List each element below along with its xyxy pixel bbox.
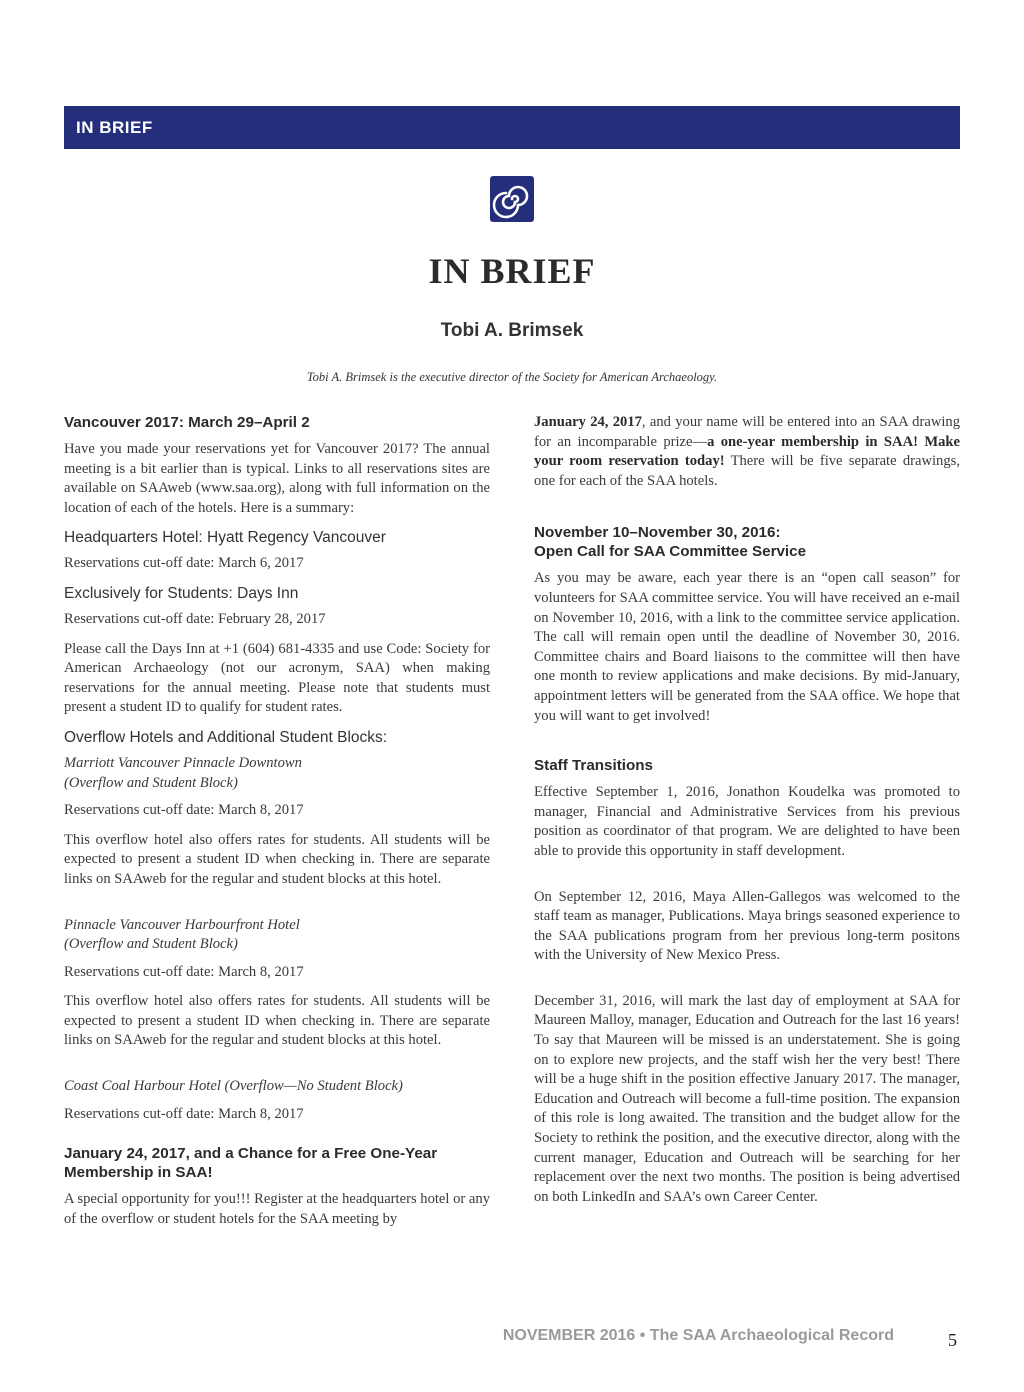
staff-p3: December 31, 2016, will mark the last day of employment at SAA for Maureen Malloy, manager, Education and Outreach for the last 16 years! To say that Maureen will be missed is an understatement. She is going on to explore new projects, and the staff wish her the very best! There will be a huge shift in the position effective January 2017. The manager, Education and Outreach will become a full-time position. The expansion of this role is long awaited. The transition and the budget allow for the Society to rethink the position, and the executive director, along with the current manager, Education and Outreach will be searching for her replacement over the next two months. The position is being advertised on both LinkedIn and SAA’s own Career Center. [534,992,960,1205]
issue-footer: NOVEMBER 2016 • The SAA Archaeological Record [502,1327,894,1344]
left-column [64,413,490,1229]
pinnacle-text: This overflow hotel also offers rates for students. All students will be expected to present a student ID when checking in. There are separate links on SAAweb for the regular and student blocks at this hotel. [64,993,490,1049]
membership-text-3: There will be five separate drawings, one for each of the SAA hotels. [534,453,960,489]
pinnacle-note: (Overflow and Student Block) [64,936,238,953]
vancouver-heading: Vancouver 2017: March 29–April 2 [64,414,310,431]
committee-heading-line1: November 10–November 30, 2016: [534,524,781,542]
membership-heading: January 24, 2017, and a Chance for a Free One-Year Membership in SAA! [64,1145,438,1182]
page-title: IN BRIEF [428,251,596,291]
membership-text-1: A special opportunity for you!!! Register at the headquarters hotel or any of the overflow or student hotels for the SAA meeting by [64,1191,490,1227]
students-cutoff: Reservations cut-off date: February 28, 2017 [64,610,326,627]
staff-p1: Effective September 1, 2016, Jonathon Koudelka was promoted to manager, Financial and Administrative Services from his previous position as coordinator of that program. We are delighted to have been able to provide this opportunity in staff development. [534,784,960,859]
marriott-name: Marriott Vancouver Pinnacle Downtown [64,754,302,771]
marriott-cutoff: Reservations cut-off date: March 8, 2017 [64,802,304,819]
students-text: Please call the Days Inn at +1 (604) 681-4335 and use Code: Society for American Archaeology (not our acronym, SAA) when making reservations for the annual meeting. Please note that students must present a student ID to qualify for student rates. [64,640,490,716]
staff-p2: On September 12, 2016, Maya Allen-Gallegos was welcomed to the staff team as manager, Publications. Maya brings seasoned experience to the SAA publications program from her previous long-term positons with the University of New Mexico Press. [534,888,960,964]
membership-text-2: , and your name will be entered into an SAA drawing for an incomparable prize— [534,414,961,450]
page-number: 5 [948,1330,957,1350]
membership-continued [534,413,960,491]
committee-heading [534,523,960,561]
marriott-note: (Overflow and Student Block) [64,774,238,791]
membership-prize: a one-year membership in SAA! Make your room reservation today! [534,433,961,470]
coast-cutoff: Reservations cut-off date: March 8, 2017 [64,1105,304,1122]
overflow-heading: Overflow Hotels and Additional Student Blocks: [64,728,388,746]
membership-date: January 24, 2017 [534,414,642,430]
staff-heading: Staff Transitions [534,757,653,775]
author-bio: Tobi A. Brimsek is the executive director of the Society for American Archaeology. [306,370,718,384]
pinnacle-name: Pinnacle Vancouver Harbourfront Hotel [64,916,300,933]
pinnacle-cutoff: Reservations cut-off date: March 8, 2017 [64,963,304,980]
committee-text: As you may be aware, each year there is an “open call season” for volunteers for SAA committee service. You will have received an e-mail on November 10, 2016, with a link to the committee service application. The call will remain open until the deadline of November 30, 2016. Committee chairs and Board liaisons to the committee will then have one month to review applications and make decisions. By mid-January, appointment letters will be generated from the SAA office. We hope that you will want to get involved! [534,570,960,724]
author-name: Tobi A. Brimsek [440,320,584,341]
coast-name: Coast Coal Harbour Hotel (Overflow—No Student Block) [64,1078,403,1095]
spiral-logo-icon [490,176,534,222]
right-column [534,413,960,1217]
marriott-text: This overflow hotel also offers rates for students. All students will be expected to present a student ID when checking in. There are separate links on SAAweb for the regular and student blocks at this hotel. [64,831,490,887]
committee-heading-line2: Open Call for SAA Committee Service [534,543,807,561]
students-heading: Exclusively for Students: Days Inn [64,584,299,602]
vancouver-intro: Have you made your reservations yet for Vancouver 2017? The annual meeting is a bit earlier than is typical. Links to all reservations sites are available on SAAweb (www.saa.org), along with full information on the location of each of the hotels. Here is a summary: [64,441,490,516]
hq-hotel-heading: Headquarters Hotel: Hyatt Regency Vancouver [64,529,386,547]
hq-cutoff: Reservations cut-off date: March 6, 2017 [64,555,304,572]
section-banner: IN BRIEF [64,106,960,149]
